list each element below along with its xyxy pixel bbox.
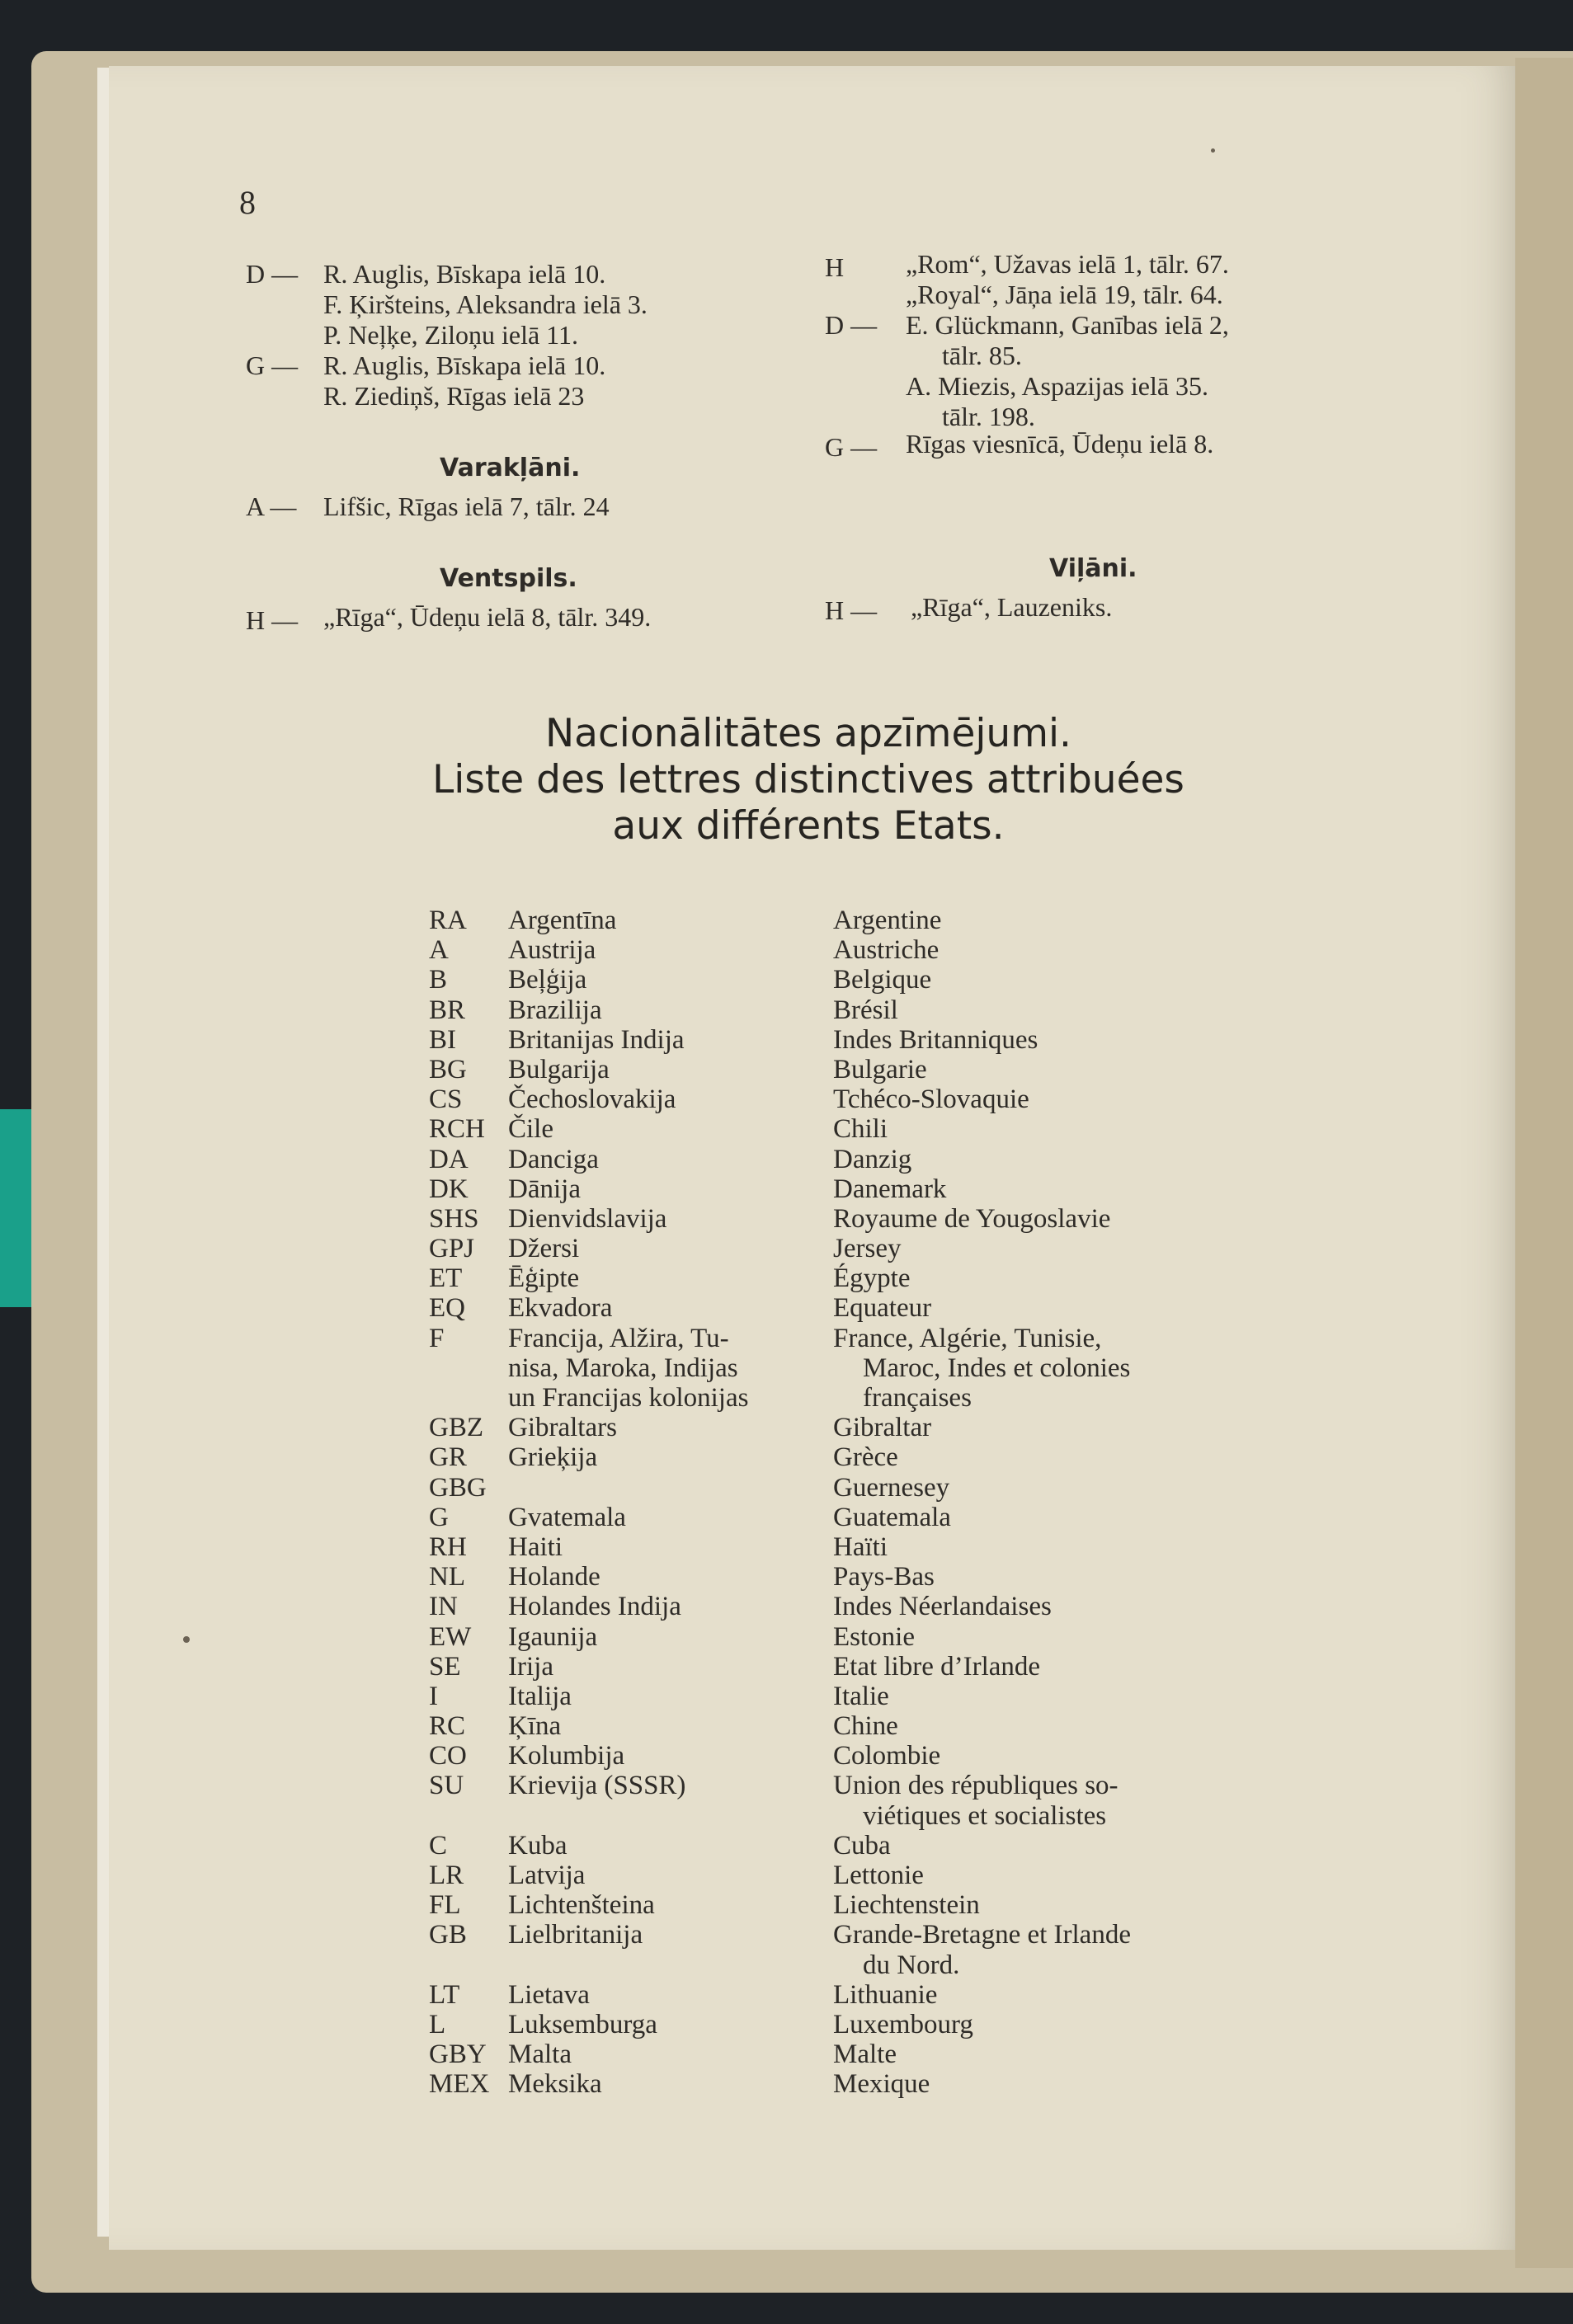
country-name-fr: françaises bbox=[863, 1383, 972, 1413]
nationality-row bbox=[429, 1711, 748, 1741]
country-name-fr: du Nord. bbox=[863, 1950, 960, 1980]
country-code: GBG bbox=[429, 1472, 487, 1503]
country-name-lv: Gvatemala bbox=[508, 1502, 626, 1532]
country-code: B bbox=[429, 965, 448, 995]
nationality-row bbox=[429, 1503, 748, 1532]
country-name-fr: Grèce bbox=[833, 1442, 898, 1473]
country-code: BI bbox=[429, 1024, 456, 1055]
country-name-fr: Haïti bbox=[833, 1531, 888, 1562]
country-name-lv: Grieķija bbox=[508, 1442, 598, 1473]
nationality-row bbox=[429, 1682, 748, 1711]
country-name-lv: Irija bbox=[508, 1651, 553, 1682]
nationality-code-list bbox=[429, 906, 748, 2100]
country-name-lv: Ķīna bbox=[508, 1711, 562, 1742]
nationality-row bbox=[429, 965, 748, 995]
country-name-lv: Lielbritanija bbox=[508, 1920, 643, 1950]
varaklani-entry: Lifšic, Rīgas ielā 7, tālr. 24 bbox=[323, 492, 610, 521]
country-name-fr: France, Algérie, Tunisie, bbox=[833, 1323, 1102, 1353]
country-name-lv: Lietava bbox=[508, 1979, 590, 2010]
nationality-row bbox=[429, 1324, 748, 1353]
country-name-fr: Mexique bbox=[833, 2069, 930, 2100]
nationality-row bbox=[429, 1831, 748, 1861]
country-name-fr: Danzig bbox=[833, 1144, 912, 1174]
country-code: DK bbox=[429, 1174, 469, 1204]
country-code: A bbox=[429, 935, 449, 966]
country-code: GBZ bbox=[429, 1413, 483, 1443]
right-prefix-7: G — bbox=[825, 432, 878, 462]
paper-speck bbox=[183, 1636, 190, 1643]
nationality-row bbox=[429, 1920, 748, 1950]
country-name-fr: Brésil bbox=[833, 995, 898, 1025]
country-name-fr: Chili bbox=[833, 1114, 888, 1145]
country-name-lv: Francija, Alžira, Tu- bbox=[508, 1323, 729, 1353]
country-name-lv: Italija bbox=[508, 1681, 572, 1711]
country-name-lv: Bulgarija bbox=[508, 1054, 610, 1084]
country-code: MEX bbox=[429, 2069, 490, 2100]
country-name-lv: Čile bbox=[508, 1114, 553, 1145]
country-code: BR bbox=[429, 995, 466, 1025]
country-code: RC bbox=[429, 1711, 466, 1742]
country-name-fr: Jersey bbox=[833, 1234, 902, 1264]
country-name-fr: Royaume de Yougoslavie bbox=[833, 1203, 1111, 1234]
country-code: C bbox=[429, 1830, 448, 1861]
ventspils-entry: „Rīga“, Ūdeņu ielā 8, tālr. 349. bbox=[323, 602, 652, 632]
country-name-fr: Liechtenstein bbox=[833, 1890, 980, 1921]
nationality-row bbox=[429, 1562, 748, 1592]
vilani-entry: „Rīga“, Lauzeniks. bbox=[911, 592, 1113, 622]
country-name-lv: Danciga bbox=[508, 1144, 599, 1174]
country-name-fr: Maroc, Indes et colonies bbox=[863, 1353, 1131, 1383]
country-name-fr: Estonie bbox=[833, 1621, 915, 1652]
country-name-lv: Austrija bbox=[508, 935, 596, 966]
left-line-3: P. Neļķe, Ziloņu ielā 11. bbox=[323, 320, 578, 350]
nationality-row bbox=[429, 2039, 748, 2069]
nationality-row bbox=[429, 1145, 748, 1174]
nationality-row bbox=[429, 2010, 748, 2039]
paper-speck bbox=[1211, 148, 1215, 153]
country-name-lv: Krievija (SSSR) bbox=[508, 1771, 686, 1801]
country-code: GR bbox=[429, 1442, 467, 1473]
country-code: L bbox=[429, 2009, 446, 2039]
country-code: GPJ bbox=[429, 1234, 475, 1264]
country-code: FL bbox=[429, 1890, 461, 1921]
varaklani-prefix: A — bbox=[246, 492, 297, 521]
country-code: EW bbox=[429, 1621, 472, 1652]
country-code: F bbox=[429, 1323, 445, 1353]
country-name-lv: Kolumbija bbox=[508, 1741, 625, 1771]
left-line-4: R. Auglis, Bīskapa ielā 10. bbox=[323, 350, 606, 380]
country-code: GB bbox=[429, 1920, 467, 1950]
country-name-fr: Belgique bbox=[833, 965, 932, 995]
country-code: SHS bbox=[429, 1203, 479, 1234]
country-name-lv: Ekvadora bbox=[508, 1293, 613, 1324]
country-name-fr: Grande-Bretagne et Irlande bbox=[833, 1920, 1131, 1950]
country-code: CO bbox=[429, 1741, 467, 1771]
nationality-row bbox=[429, 1442, 748, 1472]
right-line-2: „Royal“, Jāņa ielā 19, tālr. 64. bbox=[906, 280, 1223, 309]
country-name-fr: Union des républiques so- bbox=[833, 1771, 1119, 1801]
country-name-fr: Equateur bbox=[833, 1293, 932, 1324]
title-line-3: aux différents Etats. bbox=[612, 803, 1005, 849]
country-name-lv: Dienvidslavija bbox=[508, 1203, 667, 1234]
nationality-row bbox=[429, 1174, 748, 1204]
title-line-2: Liste des lettres distinctives attribuées bbox=[432, 757, 1184, 802]
country-name-fr: Égypte bbox=[833, 1263, 911, 1294]
country-name-fr: Lettonie bbox=[833, 1861, 924, 1890]
country-name-fr: Italie bbox=[833, 1681, 889, 1711]
nationality-row bbox=[429, 1293, 748, 1323]
country-code: SU bbox=[429, 1771, 464, 1801]
nationality-row bbox=[429, 1055, 748, 1084]
right-line-4: tālr. 85. bbox=[942, 341, 1022, 370]
nationality-row bbox=[429, 1114, 748, 1144]
country-code: LR bbox=[429, 1861, 464, 1890]
country-name-fr: Lithuanie bbox=[833, 1979, 938, 2010]
country-code: I bbox=[429, 1681, 438, 1711]
country-code: SE bbox=[429, 1651, 461, 1682]
country-name-lv: Igaunija bbox=[508, 1621, 598, 1652]
nationality-row bbox=[429, 1204, 748, 1234]
country-name-lv: Holande bbox=[508, 1562, 600, 1592]
country-name-fr: Chine bbox=[833, 1711, 898, 1742]
country-name-lv: Džersi bbox=[508, 1234, 580, 1264]
nationality-row bbox=[429, 1652, 748, 1682]
country-name-lv: Britanijas Indija bbox=[508, 1024, 685, 1055]
country-name-lv: Dānija bbox=[508, 1174, 581, 1204]
nationality-row bbox=[429, 1025, 748, 1055]
nationality-row bbox=[429, 1861, 748, 1890]
country-name-lv: Malta bbox=[508, 2039, 572, 2070]
country-name-fr: viétiques et socialistes bbox=[863, 1800, 1107, 1831]
town-heading-varaklani: Varakļāni. bbox=[440, 454, 581, 482]
right-prefix-3: D — bbox=[825, 310, 878, 340]
ventspils-prefix: H — bbox=[246, 605, 299, 635]
country-name-fr: Pays-Bas bbox=[833, 1562, 935, 1592]
left-line-5: R. Ziediņš, Rīgas ielā 23 bbox=[323, 381, 585, 411]
right-line-7: Rīgas viesnīcā, Ūdeņu ielā 8. bbox=[906, 429, 1214, 459]
country-name-lv: un Francijas kolonijas bbox=[508, 1383, 749, 1413]
nationality-row bbox=[429, 1980, 748, 2010]
country-code: NL bbox=[429, 1562, 465, 1592]
country-name-fr: Colombie bbox=[833, 1741, 941, 1771]
nationality-row bbox=[429, 1263, 748, 1293]
country-name-fr: Malte bbox=[833, 2039, 897, 2070]
country-name-fr: Etat libre d’Irlande bbox=[833, 1651, 1041, 1682]
next-page-edge bbox=[1515, 58, 1573, 2268]
country-code: EQ bbox=[429, 1293, 465, 1324]
country-name-fr: Indes Néerlandaises bbox=[833, 1592, 1052, 1622]
right-line-1: „Rom“, Užavas ielā 1, tālr. 67. bbox=[906, 249, 1229, 279]
nationality-row bbox=[429, 906, 748, 935]
title-line-1: Nacionālitātes apzīmējumi. bbox=[544, 711, 1071, 756]
country-name-lv: Meksika bbox=[508, 2069, 602, 2100]
left-prefix-4: G — bbox=[246, 350, 299, 380]
country-name-fr: Cuba bbox=[833, 1830, 891, 1861]
nationality-row bbox=[429, 1473, 748, 1503]
country-code: RCH bbox=[429, 1114, 485, 1145]
country-name-fr: Argentine bbox=[833, 906, 942, 935]
country-code: CS bbox=[429, 1084, 463, 1115]
country-code: GBY bbox=[429, 2039, 487, 2070]
country-code: BG bbox=[429, 1054, 467, 1084]
country-code: G bbox=[429, 1502, 449, 1532]
country-name-fr: Luxembourg bbox=[833, 2009, 973, 2039]
country-name-lv: Lichtenšteina bbox=[508, 1890, 655, 1921]
country-name-fr: Bulgarie bbox=[833, 1054, 927, 1084]
nationality-row bbox=[429, 1890, 748, 1920]
country-name-lv: Kuba bbox=[508, 1830, 568, 1861]
nationality-row bbox=[429, 1801, 748, 1831]
town-heading-ventspils: Ventspils. bbox=[440, 564, 577, 593]
right-line-6: tālr. 198. bbox=[942, 402, 1035, 431]
country-code: RA bbox=[429, 906, 467, 935]
left-prefix-1: D — bbox=[246, 259, 299, 289]
page-binding-edge bbox=[97, 68, 109, 2237]
left-line-1: R. Auglis, Bīskapa ielā 10. bbox=[323, 259, 606, 289]
nationality-row bbox=[429, 1413, 748, 1442]
country-name-fr: Guatemala bbox=[833, 1502, 951, 1532]
nationality-row bbox=[429, 1741, 748, 1771]
country-name-lv: Beļģija bbox=[508, 965, 587, 995]
nationality-row bbox=[429, 1592, 748, 1621]
nationality-row bbox=[429, 1383, 748, 1413]
nationality-row bbox=[429, 2069, 748, 2099]
country-name-lv: Čechoslovakija bbox=[508, 1084, 676, 1115]
country-name-fr: Indes Britanniques bbox=[833, 1024, 1038, 1055]
country-name-lv: Brazilija bbox=[508, 995, 602, 1025]
right-prefix-1: H bbox=[825, 252, 845, 282]
country-name-lv: Haiti bbox=[508, 1531, 563, 1562]
left-line-2: F. Ķiršteins, Aleksandra ielā 3. bbox=[323, 289, 648, 319]
country-name-fr: Gibraltar bbox=[833, 1413, 932, 1443]
nationality-row bbox=[429, 1084, 748, 1114]
nationality-row bbox=[429, 1950, 748, 1980]
country-name-lv: Luksemburga bbox=[508, 2009, 657, 2039]
country-code: IN bbox=[429, 1592, 458, 1622]
country-name-lv: nisa, Maroka, Indijas bbox=[508, 1353, 738, 1383]
country-name-lv: Argentīna bbox=[508, 906, 617, 935]
nationality-row bbox=[429, 995, 748, 1025]
nationality-row bbox=[429, 1622, 748, 1652]
country-name-fr: Guernesey bbox=[833, 1472, 950, 1503]
right-line-5: A. Miezis, Aspazijas ielā 35. bbox=[906, 371, 1209, 401]
book-page bbox=[109, 66, 1515, 2250]
country-code: ET bbox=[429, 1263, 463, 1294]
country-name-lv: Ēģipte bbox=[508, 1263, 580, 1294]
vilani-prefix: H — bbox=[825, 595, 878, 625]
country-name-fr: Austriche bbox=[833, 935, 940, 966]
nationality-row bbox=[429, 1532, 748, 1562]
country-code: RH bbox=[429, 1531, 467, 1562]
french-name-list bbox=[833, 906, 1131, 2100]
country-code: DA bbox=[429, 1144, 469, 1174]
nationality-row bbox=[429, 935, 748, 965]
right-line-3: E. Glückmann, Ganības ielā 2, bbox=[906, 310, 1229, 340]
nationality-row bbox=[429, 1234, 748, 1263]
town-heading-vilani: Viļāni. bbox=[1049, 554, 1137, 583]
nationality-row bbox=[429, 1771, 748, 1800]
page-number: 8 bbox=[239, 184, 256, 221]
country-name-fr: Tchéco-Slovaquie bbox=[833, 1084, 1029, 1115]
country-code: LT bbox=[429, 1979, 460, 2010]
nationality-row bbox=[429, 1353, 748, 1383]
country-name-lv: Latvija bbox=[508, 1861, 586, 1890]
country-name-lv: Holandes Indija bbox=[508, 1592, 681, 1622]
section-title bbox=[379, 711, 1237, 849]
country-name-lv: Gibraltars bbox=[508, 1413, 617, 1443]
country-name-fr: Danemark bbox=[833, 1174, 947, 1204]
